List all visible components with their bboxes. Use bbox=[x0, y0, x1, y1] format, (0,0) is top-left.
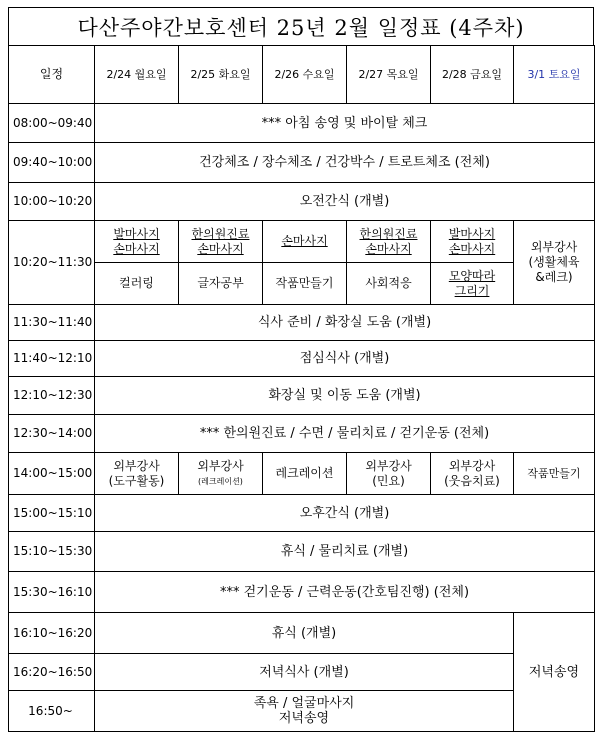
activity-cell: 휴식 / 물리치료 (개별) bbox=[95, 532, 595, 572]
table-row bbox=[9, 415, 595, 453]
time-cell: 14:00~15:00 bbox=[9, 453, 95, 495]
activity-cell: 외부강사 (생활체육 &레크) bbox=[514, 221, 595, 305]
table-row bbox=[9, 453, 595, 495]
activity-text: 모양따라 그리기 bbox=[448, 268, 496, 298]
activity-cell: 레크레이션 bbox=[263, 453, 347, 495]
time-cell: 10:00~10:20 bbox=[9, 183, 95, 221]
time-cell: 12:30~14:00 bbox=[9, 415, 95, 453]
sat-evening-cell: 저녁송영 bbox=[514, 613, 595, 732]
activity-cell: *** 한의원진료 / 수면 / 물리치료 / 걷기운동 (전체) bbox=[95, 415, 595, 453]
time-cell: 15:10~15:30 bbox=[9, 532, 95, 572]
activity-cell: 사회적응 bbox=[347, 263, 431, 305]
table-row bbox=[9, 495, 595, 532]
header-day-wed: 2/26 수요일 bbox=[263, 46, 347, 104]
time-cell: 10:20~11:30 bbox=[9, 221, 95, 305]
activity-cell: 외부강사 (도구활동) bbox=[95, 453, 179, 495]
table-row bbox=[9, 691, 595, 732]
time-cell: 16:20~16:50 bbox=[9, 654, 95, 691]
activity-cell bbox=[95, 221, 179, 263]
activity-subtext: (레크레이션) bbox=[198, 476, 243, 486]
activity-cell: 외부강사 (웃음치료) bbox=[431, 453, 514, 495]
time-cell: 11:30~11:40 bbox=[9, 305, 95, 341]
table-row bbox=[9, 305, 595, 341]
table-row bbox=[9, 572, 595, 613]
time-cell: 08:00~09:40 bbox=[9, 104, 95, 143]
activity-cell: 식사 준비 / 화장실 도움 (개별) bbox=[95, 305, 595, 341]
activity-text: 발마사지 손마사지 bbox=[113, 226, 160, 256]
activity-text: 손마사지 bbox=[281, 234, 328, 248]
activity-text: 외부강사 bbox=[197, 458, 244, 473]
time-cell: 16:10~16:20 bbox=[9, 613, 95, 654]
schedule-table bbox=[8, 45, 595, 732]
header-day-sat: 3/1 토요일 bbox=[514, 46, 595, 104]
header-day-mon: 2/24 월요일 bbox=[95, 46, 179, 104]
table-row bbox=[9, 104, 595, 143]
activity-cell: 족욕 / 얼굴마사지 저녁송영 bbox=[95, 691, 514, 732]
activity-cell: 오전간식 (개별) bbox=[95, 183, 595, 221]
header-label: 일정 bbox=[9, 46, 95, 104]
table-row bbox=[9, 613, 595, 654]
activity-cell bbox=[263, 221, 347, 263]
activity-text: 발마사지 손마사지 bbox=[448, 226, 496, 256]
activity-cell: 작품만들기 bbox=[514, 453, 595, 495]
time-cell: 15:00~15:10 bbox=[9, 495, 95, 532]
activity-cell: *** 아침 송영 및 바이탈 체크 bbox=[95, 104, 595, 143]
header-day-thu: 2/27 목요일 bbox=[347, 46, 431, 104]
activity-cell bbox=[179, 453, 263, 495]
table-row bbox=[9, 263, 595, 305]
activity-text: 한의원진료 손마사지 bbox=[359, 226, 418, 256]
activity-cell bbox=[431, 263, 514, 305]
activity-cell: 건강체조 / 장수체조 / 건강박수 / 트로트체조 (전체) bbox=[95, 143, 595, 183]
activity-cell: 컬러링 bbox=[95, 263, 179, 305]
activity-cell: 오후간식 (개별) bbox=[95, 495, 595, 532]
table-row bbox=[9, 143, 595, 183]
time-cell: 12:10~12:30 bbox=[9, 377, 95, 415]
activity-cell: 저녁식사 (개별) bbox=[95, 654, 514, 691]
time-cell: 11:40~12:10 bbox=[9, 341, 95, 377]
table-row bbox=[9, 183, 595, 221]
activity-cell bbox=[431, 221, 514, 263]
time-cell: 09:40~10:00 bbox=[9, 143, 95, 183]
activity-text: 한의원진료 손마사지 bbox=[191, 226, 250, 256]
header-row bbox=[9, 46, 595, 104]
table-row bbox=[9, 654, 595, 691]
activity-cell: 작품만들기 bbox=[263, 263, 347, 305]
table-row bbox=[9, 532, 595, 572]
schedule-title: 다산주야간보호센터 25년 2월 일정표 (4주차) bbox=[8, 7, 594, 45]
activity-cell: 휴식 (개별) bbox=[95, 613, 514, 654]
table-row bbox=[9, 341, 595, 377]
header-day-fri: 2/28 금요일 bbox=[431, 46, 514, 104]
schedule-document bbox=[8, 7, 594, 732]
activity-cell bbox=[347, 221, 431, 263]
activity-cell: 화장실 및 이동 도움 (개별) bbox=[95, 377, 595, 415]
time-cell: 15:30~16:10 bbox=[9, 572, 95, 613]
activity-cell: 점심식사 (개별) bbox=[95, 341, 595, 377]
time-cell: 16:50~ bbox=[9, 691, 95, 732]
activity-cell: 글자공부 bbox=[179, 263, 263, 305]
activity-cell: *** 걷기운동 / 근력운동(간호팀진행) (전체) bbox=[95, 572, 595, 613]
activity-cell: 외부강사 (민요) bbox=[347, 453, 431, 495]
activity-cell bbox=[179, 221, 263, 263]
header-day-tue: 2/25 화요일 bbox=[179, 46, 263, 104]
table-row bbox=[9, 377, 595, 415]
table-row bbox=[9, 221, 595, 263]
